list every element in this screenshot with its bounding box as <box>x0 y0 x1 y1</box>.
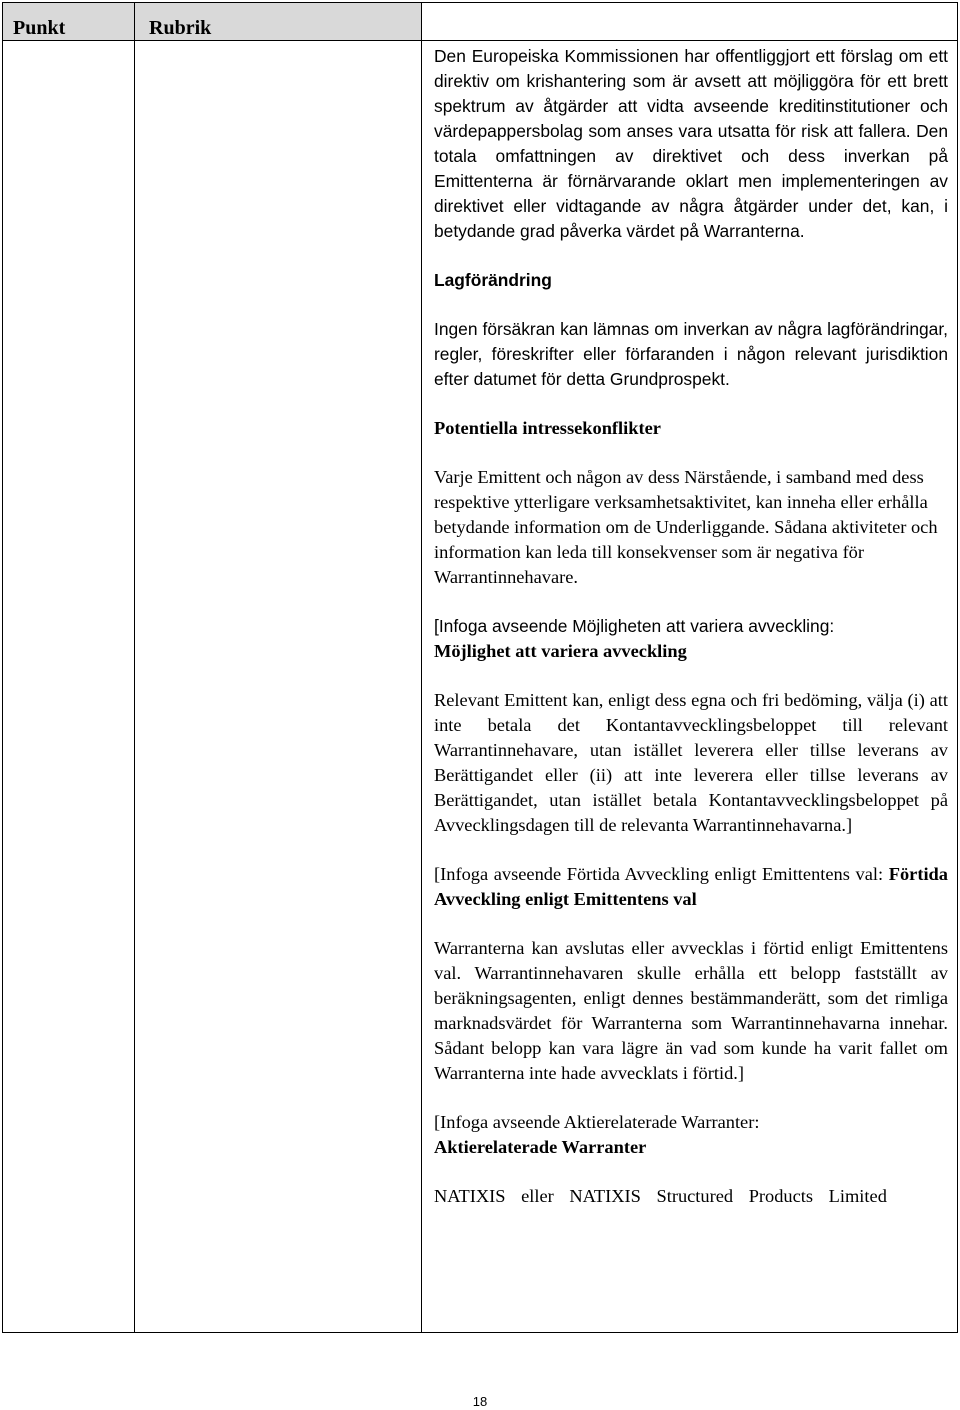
header-rubrik: Rubrik <box>135 3 422 40</box>
paragraph-infoga-aktierelaterade <box>434 1110 948 1160</box>
summary-table <box>2 2 958 1333</box>
header-content <box>422 3 957 40</box>
rubrik-cell <box>135 41 422 1332</box>
content-cell <box>422 41 957 1332</box>
heading-intressekonflikter: Potentiella intressekonflikter <box>434 418 661 438</box>
infoga-aktierelaterade-prefix: [Infoga avseende Aktierelaterade Warranter: <box>434 1112 760 1132</box>
table-row <box>3 41 957 1332</box>
heading-lagforandring: Lagförändring <box>434 270 552 290</box>
paragraph-fortida-avveckling: Warranterna kan avslutas eller avvecklas i förtid enligt Emittentens val. Warrantinnehavaren skulle erhålla ett belopp fastställt av beräkningsagenten, enligt dennes bestämmanderätt, som det rimliga marknadsvärdet för Warranterna som Warrantinnehavarna innehar. Sådant belopp kan vara lägre än vad som kunde ha varit fallet om Warranterna inte hade avvecklats i förtid.] <box>434 938 948 1083</box>
infoga-fortida-title: Förtida Avveckling enligt Emittentens val <box>434 864 948 909</box>
paragraph-infoga-fortida <box>434 862 948 912</box>
paragraph-natixis: NATIXIS eller NATIXIS Structured Products Limited <box>434 1186 887 1206</box>
paragraph-lagforandring: Ingen försäkran kan lämnas om inverkan av några lagförändringar, regler, föreskrifter eller förfaranden i någon relevant jurisdiktion efter datumet för detta Grundprospekt. <box>434 319 948 389</box>
infoga-aktierelaterade-title: Aktierelaterade Warranter <box>434 1137 647 1157</box>
page-number: 18 <box>472 1394 488 1409</box>
paragraph-variera-avveckling: Relevant Emittent kan, enligt dess egna och fri bedöming, välja (i) att inte betala det Kontantavvecklingsbeloppet till relevant Warrantinnehavare, utan istället leverera eller tillse leverans av Berättigandet eller (ii) att inte leverera eller tillse leverans av Berättigandet, utan istället betala Kontantavvecklingsbeloppet på Avvecklingsdagen till de relevanta Warrantinnehavarna.] <box>434 690 948 835</box>
infoga-variera-title: Möjlighet att variera avveckling <box>434 641 687 661</box>
paragraph-krishantering: Den Europeiska Kommissionen har offentliggjort ett förslag om ett direktiv om krishantering som är avsett att möjliggöra för ett brett spektrum av åtgärder att vidta avseende kreditinstitutioner och värdepappersbolag som anses vara utsatta för risk att fallera. Den totala omfattningen av direktivet och dess inverkan på Emittenterna är förnärvarande oklart men implementeringen av direktivet eller vidtagande av några åtgärder under det, kan, i betydande grad påverka värdet på Warranterna. <box>434 46 948 241</box>
header-punkt: Punkt <box>3 3 135 40</box>
infoga-variera-prefix: [Infoga avseende Möjligheten att variera avveckling: <box>434 616 835 636</box>
punkt-cell <box>3 41 135 1332</box>
table-header-row <box>3 3 957 41</box>
infoga-fortida-prefix: [Infoga avseende Förtida Avveckling enligt Emittentens val: <box>434 864 884 884</box>
paragraph-intressekonflikter: Varje Emittent och någon av dess Närstående, i samband med dess respektive ytterligare verksamhetsaktivitet, kan inneha eller erhålla betydande information om de Underliggande. Sådana aktiviteter och information kan leda till konsekvenser som är negativa för Warrantinnehavare. <box>434 467 938 587</box>
paragraph-infoga-variera <box>434 614 948 664</box>
